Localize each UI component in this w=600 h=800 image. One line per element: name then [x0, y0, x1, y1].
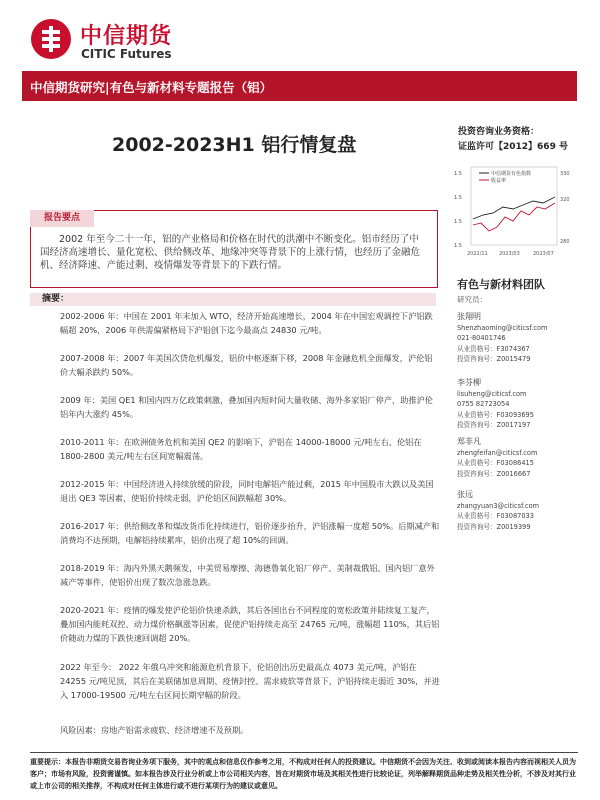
paragraph-2020-2021: 2020-2021 年：疫情的爆发使沪伦铝价快速杀跌，其后各国出台不同程度的宽松政策并陆续复工复产，疊加国内能耗双控、动力煤价格飙涨等因素，促使沪铝持续走高至 24765 元/吨，涨幅超 110%，其后铝价随动力煤的下跌快速回调超 20%。: [60, 605, 440, 643]
summary-label: 摘要：: [42, 294, 70, 304]
page-title: 2002-2023H1 铝行情复盘: [112, 134, 357, 156]
analyst-cert: 投资咨询号：Z0019399: [457, 522, 531, 531]
legend-b-text: 收益率: [491, 178, 507, 184]
left-tick-1: 1.5: [454, 171, 462, 177]
x-tick-2: 2023/03: [499, 251, 520, 257]
chart-frame: [471, 167, 557, 245]
left-tick-3: 1.5: [454, 219, 462, 225]
analyst-card: [457, 378, 582, 431]
right-tick-2: 320: [560, 197, 570, 203]
analyst-cert: 从业资格号：F03093695: [457, 410, 534, 419]
analyst-cert: 投资咨询号：Z0015479: [457, 355, 531, 363]
analyst-name: 张远: [457, 490, 473, 499]
paragraph-2016-2017: 2016-2017 年：供给侧改革和煤改货币化持续进行，铝价逐步抬升，沪铝涨幅一度超 50%。后期减产和消费均不达预期，电解铝持续累库，铝价出现了超 10%的回调。: [60, 521, 440, 545]
paragraph-2009: 2009 年：美国 QE1 和国内四万亿政策刺激，叠加国内短时间大量收储、海外多家铝厂停产，助推沪伦铝年内大涨约 45%。: [60, 395, 433, 419]
paragraph-2018-2019: 2018-2019 年：海内外黑天鹅频发，中美贸易摩擦、海德鲁氧化铝厂停产、美制裁俄铝、国内铝厂意外减产等事件，使铝价出现了数次急涨急跌。: [60, 563, 435, 587]
license-label: 投资咨询业务资格：: [458, 127, 540, 137]
analyst-phone: 021-80401746: [457, 334, 506, 342]
team-title: 有色与新材料团队: [457, 278, 545, 291]
analyst-name: 李芬柳: [457, 378, 481, 387]
analyst-email: lisuheng@citicsf.com: [457, 389, 527, 398]
right-tick-1: 330: [560, 171, 570, 177]
paragraph-2002-2006: 2002-2006 年：中国在 2001 年末加入 WTO，经济开始高速增长，2004 年在中国宏观调控下沪铝跌幅超 20%，2006 年供需偏紧格局下沪铝创下迄今最高点 24830 元/吨。: [60, 311, 433, 335]
analyst-name: 张翔明: [457, 312, 481, 321]
analyst-name: 郑非凡: [457, 437, 481, 446]
summary-bar: [30, 293, 436, 306]
report-series-title: 中信期货研究|有色与新材料专题报告（铝）: [30, 80, 273, 95]
analyst-email: Shenzhaoming@citicsf.com: [457, 323, 548, 332]
right-tick-3: 280: [560, 239, 570, 245]
analyst-email: zhengfeifan@citicsf.com: [457, 448, 538, 457]
company-logo: [30, 18, 200, 70]
analyst-card: [457, 490, 582, 532]
paragraph-2007-2008: 2007-2008 年：2007 年美国次贷危机爆发，铝价中枢逐渐下移，2008 年金融危机全面爆发，沪伦铝价大幅杀跌约 50%。: [60, 353, 433, 377]
key-points-text: 2002 年至今二十一年，铝的产业格局和价格在时代的洪潮中不断变化。铝市经历了中国经济高速增长、量化宽松、供给侧改革、地缘冲突等背景下的上涨行情，也经历了金融危机、经济降速、产能过剩、疫情爆发等背景下的下跌行情。: [40, 234, 421, 271]
analyst-card: [457, 437, 582, 479]
left-tick-2: 1.5: [454, 195, 462, 201]
analyst-cert: 从业资格号：F3074367: [457, 344, 530, 353]
paragraph-2022-now: 2022 年至今： 2022 年俄乌冲突和能源危机背景下，伦铝创出历史最高点 4073 美元/吨，沪铝在 24255 元/吨见顶，其后在美联储加息周期、疫情封控、需求疲软等背景下，沪铝持续走弱近 30%，并进入 17000-19500 元/吨左右区间长期窄幅的阶段。: [60, 662, 440, 700]
license-number: 证监许可【2012】669 号: [458, 142, 568, 152]
x-tick-1: 2022/11: [467, 251, 488, 257]
team-subtitle: 研究员：: [457, 295, 487, 304]
legend-a-text: 中信期货有色指数: [491, 171, 532, 177]
report-date: 2023-9-12: [462, 80, 537, 95]
analyst-cert: 从业资格号：F03086415: [457, 459, 534, 467]
x-tick-3: 2023/07: [533, 251, 554, 257]
key-points-label: 报告要点: [30, 210, 94, 227]
paragraph-2012-2015: 2012-2015 年：中国经济进入持续放缓的阶段，同时电解铝产能过剩，2015 年中国股市大跌以及美国退出 QE3 等因素，使铝价持续走弱，沪伦铝区间跌幅超 30%。: [60, 479, 434, 503]
logo-chinese-name: 中信期货: [80, 24, 173, 49]
analyst-phone: 0755 82723054: [457, 400, 510, 408]
return-series-line: [473, 203, 555, 231]
analyst-card: [457, 312, 582, 365]
paragraph-2010-2011: 2010-2011 年：在欧洲债务危机和美国 QE2 的影响下，沪铝在 14000-18000 元/吨左右、伦铝在 1800-2800 美元/吨左右区间宽幅震荡。: [60, 437, 422, 461]
logo-english-name: CITIC Futures: [81, 47, 172, 61]
disclaimer-text: 重要提示：本报告非期货交易咨询业务项下服务，其中的观点和信息仅作参考之用，不构成对任何人的投资建议。中信期货不会因为关注、收到或阅读本报告内容而视相关人员为客户；市场有风险，投资需谨慎。如本报告涉及行业分析或上市公司相关内容，旨在对期货市场及其相关性进行比较论证，列举解释期货品种走势及相关性分析，不涉及对其行业或上市公司的相关推荐，不构成对任何主体进行或不进行某项行为的建议或意见。: [30, 758, 576, 790]
disclaimer-divider: [30, 752, 578, 753]
index-mini-chart: [453, 163, 578, 263]
analyst-cert: 投资咨询号：Z0017197: [457, 421, 531, 429]
analyst-email: zhangyuan3@citicsf.com: [457, 501, 540, 510]
analyst-cert: 投资咨询号：Z0016667: [457, 469, 531, 478]
citic-logo-icon: [30, 18, 72, 60]
risk-factors: 风险因素：房地产铝需求疲软、经济增速不及预期。: [60, 725, 249, 735]
analyst-cert: 从业资格号：F03087033: [457, 512, 534, 520]
left-tick-4: 1.5: [454, 243, 462, 249]
